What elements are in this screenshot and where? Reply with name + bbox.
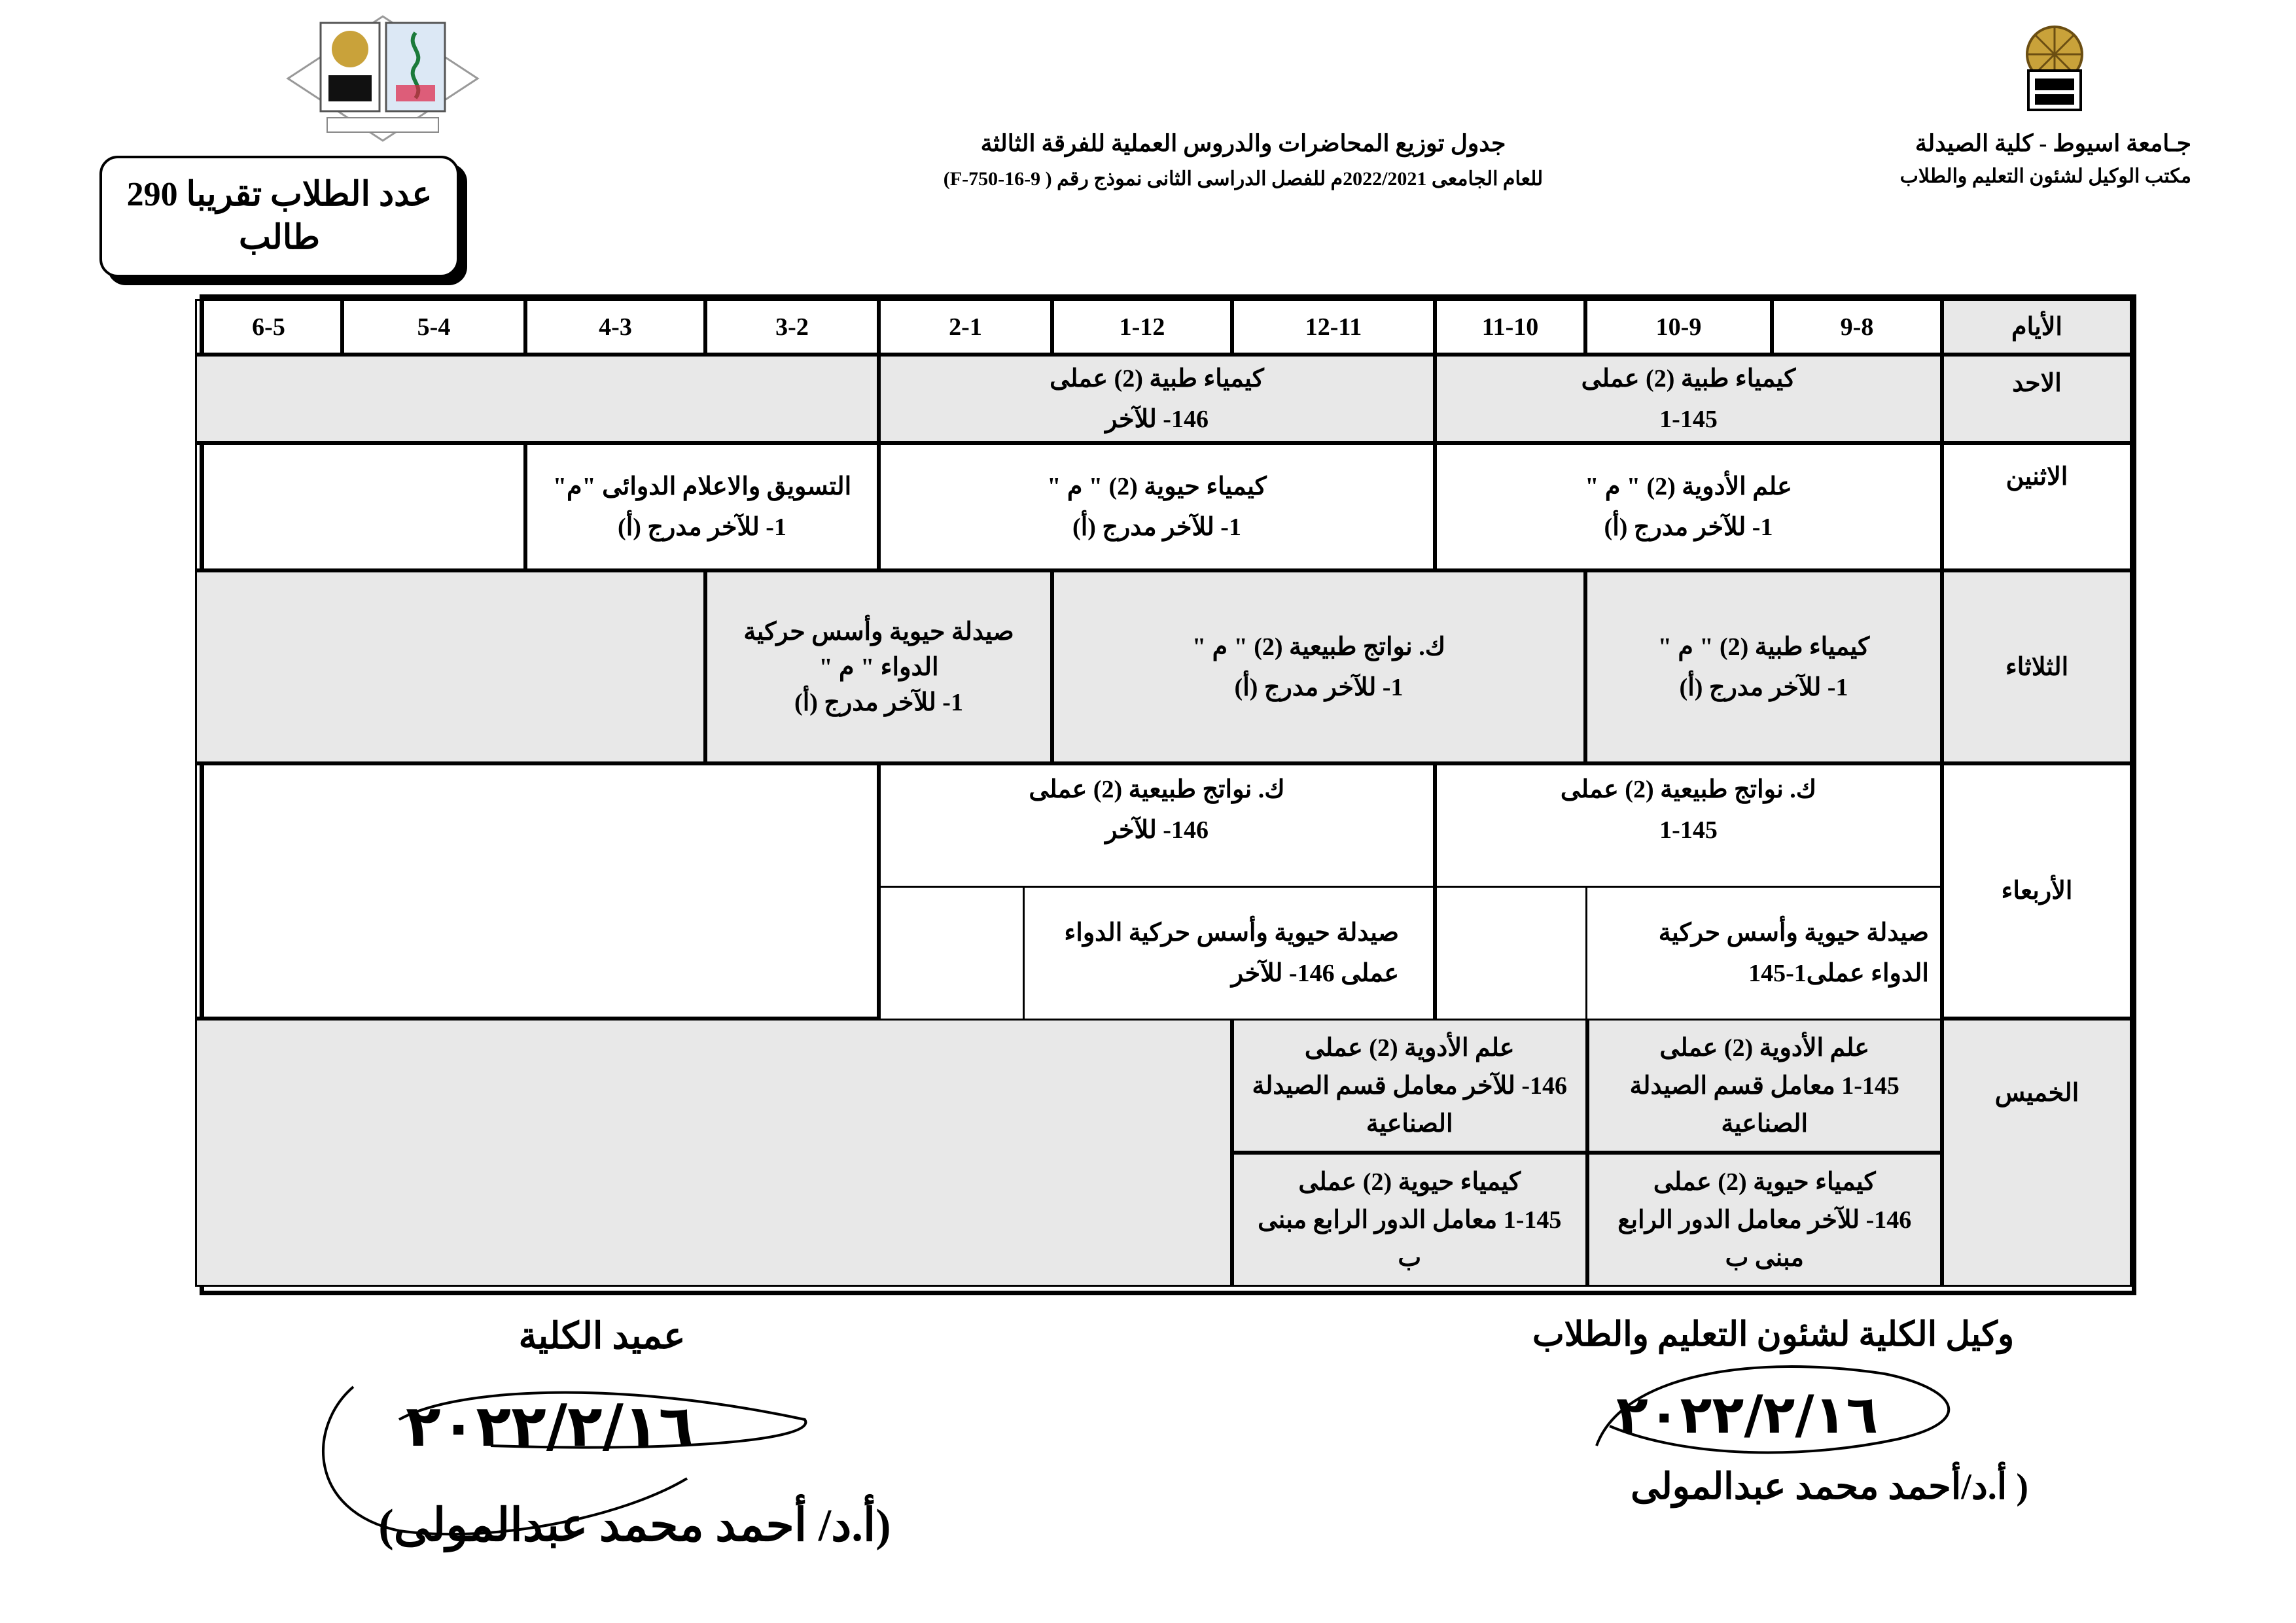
empty-cell <box>195 355 879 443</box>
day-thursday: الخميس <box>1942 1019 2132 1287</box>
session-cell: كيمياء حيوية (2) " م " 1- للآخر مدرج (أ) <box>879 443 1435 570</box>
dean-name: (أ.د/ أحمد محمد عبدالمولى) <box>378 1501 891 1551</box>
vice-dean-title: وكيل الكلية لشئون التعليم والطلاب <box>1532 1316 2015 1353</box>
university-logo-right <box>2009 18 2100 116</box>
session-cell: كيمياء طبية (2) عملى 1-145 <box>1435 355 1942 443</box>
session-cell: علم الأدوية (2) " م " 1- للآخر مدرج (أ) <box>1435 443 1942 570</box>
svg-text:٢٠٢٢/٢/١٦: ٢٠٢٢/٢/١٦ <box>406 1392 694 1459</box>
dean-title: عميد الكلية <box>518 1316 686 1357</box>
schedule-table <box>200 294 2136 1295</box>
day-tuesday: الثلاثاء <box>1942 570 2132 763</box>
faculty-logo-left <box>281 13 484 144</box>
time-slot: 5-4 <box>342 299 525 355</box>
day-monday: الاثنين <box>1942 443 2132 570</box>
time-slot: 11-10 <box>1435 299 1585 355</box>
session-cell: علم الأدوية (2) عملى 146- للآخر معامل قسم الصيدلة الصناعية <box>1232 1019 1587 1153</box>
time-slot: 12-11 <box>1232 299 1435 355</box>
vice-dean-signature <box>1557 1348 2002 1478</box>
time-slot: 10-9 <box>1585 299 1772 355</box>
wednesday-subrow <box>879 886 1942 1019</box>
time-slot: 3-2 <box>705 299 879 355</box>
students-count-unit: طالب <box>238 219 321 256</box>
empty-cell <box>195 1019 1232 1287</box>
session-cell: علم الأدوية (2) عملى 1-145 معامل قسم الصيدلة الصناعية <box>1587 1019 1943 1153</box>
university-name: جـامعة اسيوط - كلية الصيدلة <box>1915 130 2191 156</box>
schedule-subtitle: للعام الجامعى 2022/2021م للفصل الدراسى الثانى نموذج رقم ( F-750-16-9) <box>943 168 1544 190</box>
day-sunday: الاحد <box>1942 355 2132 443</box>
day-wednesday: الأربعاء <box>1942 763 2132 1019</box>
time-slot: 4-3 <box>525 299 705 355</box>
session-cell: ك. نواتج طبيعية (2) عملى 1-145 <box>1435 763 1942 1019</box>
time-slot: 2-1 <box>879 299 1052 355</box>
session-cell: كيمياء طبية (2) " م " 1- للآخر مدرج (أ) <box>1585 570 1942 763</box>
session-cell: صيدلة حيوية وأسس حركية الدواء عملى 146- للآخر <box>1023 888 1419 1019</box>
empty-cell <box>195 763 879 1019</box>
vice-dean-name: ( أ.د/أحمد محمد عبدالمولى <box>1631 1467 2028 1507</box>
time-slot: 6-5 <box>195 299 342 355</box>
session-cell: صيدلة حيوية وأسس حركية الدواء عملى1-145 <box>1585 888 1942 1019</box>
session-cell: كيمياء طبية (2) عملى 146- للآخر <box>879 355 1435 443</box>
days-header: الأيام <box>1942 299 2132 355</box>
office-name: مكتب الوكيل لشئون التعليم والطلاب <box>1899 166 2191 187</box>
empty-cell <box>1419 888 1585 1019</box>
svg-text:٢٠٢٢/٢/١٦: ٢٠٢٢/٢/١٦ <box>1616 1384 1879 1445</box>
time-slot: 9-8 <box>1772 299 1942 355</box>
schedule-title: جدول توزيع المحاضرات والدروس العملية للفرقة الثالثة <box>980 130 1506 156</box>
thursday-block <box>1232 1019 1942 1287</box>
session-cell: كيمياء حيوية (2) عملى 146- للآخر معامل الدور الرابع مبنى ب <box>1587 1153 1943 1287</box>
empty-cell <box>195 443 525 570</box>
empty-cell <box>195 570 705 763</box>
students-count-text: عدد الطلاب تقريبا 290 <box>126 176 433 213</box>
session-cell: كيمياء حيوية (2) عملى 1-145 معامل الدور الرابع مبنى ب <box>1232 1153 1587 1287</box>
empty-cell <box>849 888 1023 1019</box>
session-cell: ك. نواتج طبيعية (2) " م " 1- للآخر مدرج (أ) <box>1052 570 1585 763</box>
session-cell: ك. نواتج طبيعية (2) عملى 146- للآخر <box>879 763 1435 1019</box>
time-slot: 1-12 <box>1052 299 1232 355</box>
session-cell: صيدلة حيوية وأسس حركية الدواء " م " 1- للآخر مدرج (أ) <box>705 570 1052 763</box>
session-cell: التسويق والاعلام الدوائى "م" 1- للآخر مدرج (أ) <box>525 443 879 570</box>
students-count-box <box>99 156 459 277</box>
